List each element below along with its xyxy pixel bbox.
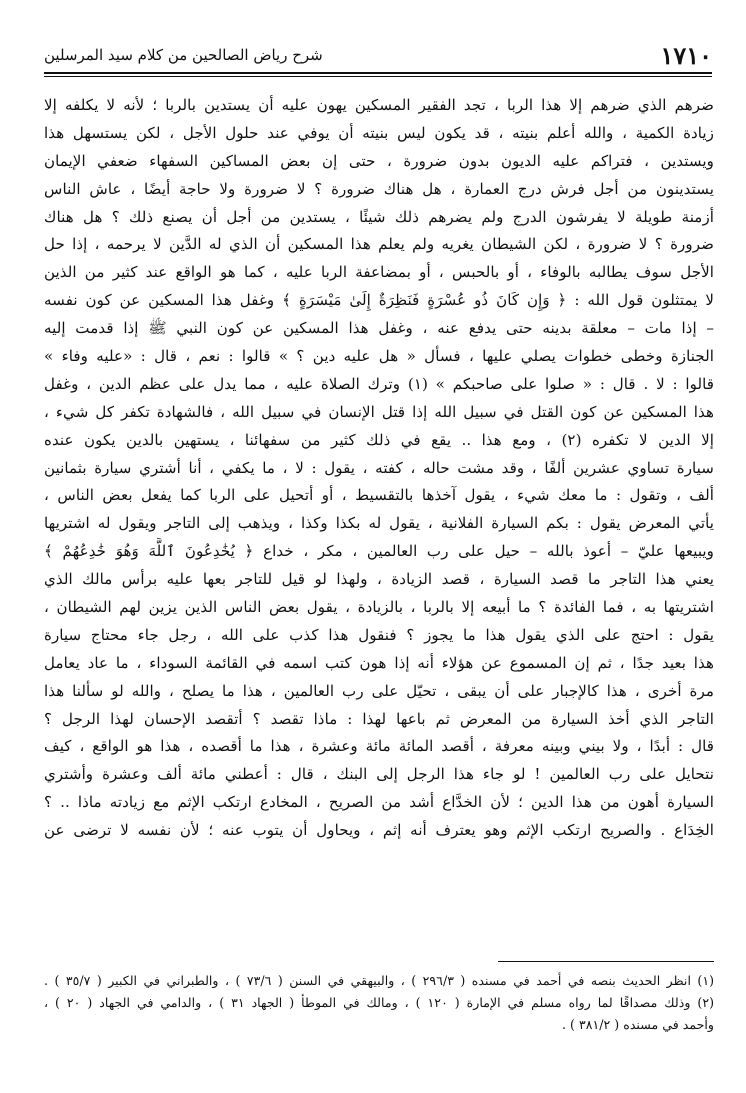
footnotes [44,970,714,1036]
body-line: – إذا مات – معلقة بدينه حتى يدفع عنه ، وغفل هذا المسكين عن كون النبي ﷺ إذا قدمت إليه [44,319,714,338]
footnote-2-continued: وأحمد في مسنده ( ٣٨١/٢ ) . [562,1017,714,1032]
body-line: الجنازة وخطى خطوات يصلي عليها ، فسأل « هل عليه دين ؟ » قالوا : نعم ، قال : «عليه وفاء » [44,347,714,366]
body-line: قال : أبدًا ، ولا بيني وبينه معرفة ، أقصد المائة مائة وعشرة ، هذا ما أقصده ، هذا هو الواقع ، كيف [44,737,714,756]
body-text [44,92,714,845]
body-line: إلا الدين لا تكفره (٢) ، ومع هذا .. يقع في ذلك كثير من سفهائنا ، يستهين بالدين يكون عنده [44,430,714,449]
running-title: شرح رياض الصالحين من كلام سيد المرسلين [44,46,323,64]
body-line: زيادة الكمية ، والله أعلم بنيته ، قد يكون ليس بنيته أن يوفي عند حلول الأجل ، لكن يستسهل هذا [44,123,714,142]
body-line: يأتي المعرض يقول : بكم السيارة الفلانية ، يقول له بكذا وكذا ، ويذهب إلى التاجر ويقول له اشتريها [44,514,714,533]
body-line: مرة أخرى ، هذا كالإجبار على أن يبقى ، تحيّل على رب العالمين ، هذا ما يصلح ، والله لو سألنا هذا [44,681,714,700]
body-line: التاجر الذي أخذ السيارة من المعرض ثم باعها لهذا : ماذا تقصد ؟ أتقصد الإحسان لهذا الرجل ؟ [44,709,714,728]
footnote-separator [498,961,714,962]
header-rule-thin [44,76,712,77]
body-line: يقول : احتج على الذي يقول هذا ما يجوز ؟ فنقول هذا كذب على الله ، رجل جاء محتاج سيارة [44,625,714,644]
body-line: الأجل سوف يطالبه بالوفاء ، أو بالحبس ، أو بمضاعفة الربا عليه ، كما هو الواقع عند كثير من الذين [44,263,714,282]
body-line: أزمنة طويلة لا يفرشون الدرج ولم يضرهم ذلك شيئًا ، يستدين من أجل أن يصنع ذلك ؟ هل هناك [44,207,714,226]
body-line-quran-verse: ويبيعها عليّ – أعوذ بالله – حيل على رب العالمين ، مكر ، خداع ﴿ يُخَٰدِعُونَ ٱللَّهَ وَهُوَ خَٰدِعُهُمْ ﴾ [44,542,714,561]
body-line: ويستدين ، فتراكم عليه الديون بدون ضرورة ، حتى إن بعض المساكين السفهاء ضعفي الإيمان [44,151,714,170]
page-header [44,40,712,70]
body-line: قالوا : لا . قال : « صلوا على صاحبكم » (١) وترك الصلاة عليه ، مما يدل على عظم الدين ، وغفل [44,374,714,393]
body-line: اشتريتها به ، فما الفائدة ؟ ما أبيعه إلا بالربا ، بالزيادة ، يقول بعض الناس الذين يزين لهم الشيطان ، [44,598,714,617]
body-line: سيارة تساوي عشرين ألفًا ، وقد مشت حاله ، كفته ، يقول : لا ، ما يكفي ، أنا أشتري سيارة بثمانين [44,458,714,477]
body-line: يعني هذا التاجر ما قصد السيارة ، قصد الزيادة ، ولهذا لو قيل للتاجر بعها عليه برأس مالك الذي [44,570,714,589]
header-rule-thick [44,72,712,74]
body-line: هذا بعيد جدًا ، ثم إن المسموع عن هؤلاء أنه إذا هون كتب اسمه في القائمة السوداء ، ما عاد يعامل [44,653,714,672]
footnote-1: (١) انظر الحديث بنصه في أحمد في مسنده ( ٢٩٦/٣ ) ، والبيهقي في السنن ( ٧٣/٦ ) ، والطبراني في الكبير ( ٣٥/٧ ) . [44,973,714,988]
body-line-quran-verse: لا يمتثلون قول الله : ﴿ وَإِن كَانَ ذُو عُسْرَةٍ فَنَظِرَةٌ إِلَىٰ مَيْسَرَةٍ ﴾ وغفل هذا المسكين عن كون نفسه [44,291,714,310]
body-line: ضرهم الذي ضرهم إلا هذا الربا ، تجد الفقير المسكين يهون عليه أن يستدين بالربا ؛ لأنه لا يكلفه إلا [44,96,714,114]
page-number: ١٧١٠ [660,40,712,70]
body-line: ضرورة ؟ لا ضرورة ، لكن الشيطان يغريه ولم يعلم هذا المسكين أن الذي له الدَّين لا يرحمه ، إذا حل [44,235,714,254]
body-line: السيارة أهون من هذا الدين ؛ لأن الخدَّاع أشد من الصريح ، المخادع ارتكب الإثم مع زيادته ماذا .. ؟ [44,793,714,812]
body-line: ألف ، وتقول : ما معك شيء ، يقول آخذها بالتقسيط ، أو أتحيل على الربا كما يفعل بعض الناس ، [44,486,714,505]
body-line: يستدينون من أجل فرش درج العمارة ، هل هناك ضرورة ؟ لا ضرورة ولا حاجة أيضًا ، عاش الناس [44,179,714,198]
body-line: هذا المسكين عن كون القتل في سبيل الله إذا قتل الإنسان في سبيل الله ، فالشهادة تكفر كل شيء ، [44,402,714,421]
body-line: الخِدَاع . والصريح ارتكب الإثم وهو يعترف أنه إثم ، ويحاول أن يتوب عنه ؛ لأن نفسه لا ترضى عن [44,821,714,840]
body-line: نتحايل على رب العالمين ! لو جاء هذا الرجل إلى البنك ، قال : أعطني مائة ألف وعشرة وأشتري [44,765,714,784]
footnote-2: (٢) وذلك مصداقًا لما رواه مسلم في الإمارة ( ١٢٠ ) ، ومالك في الموطأ ( الجهاد ٣١ ) ، والدامي في الجهاد ( ٢٠ ) ، [44,995,714,1010]
